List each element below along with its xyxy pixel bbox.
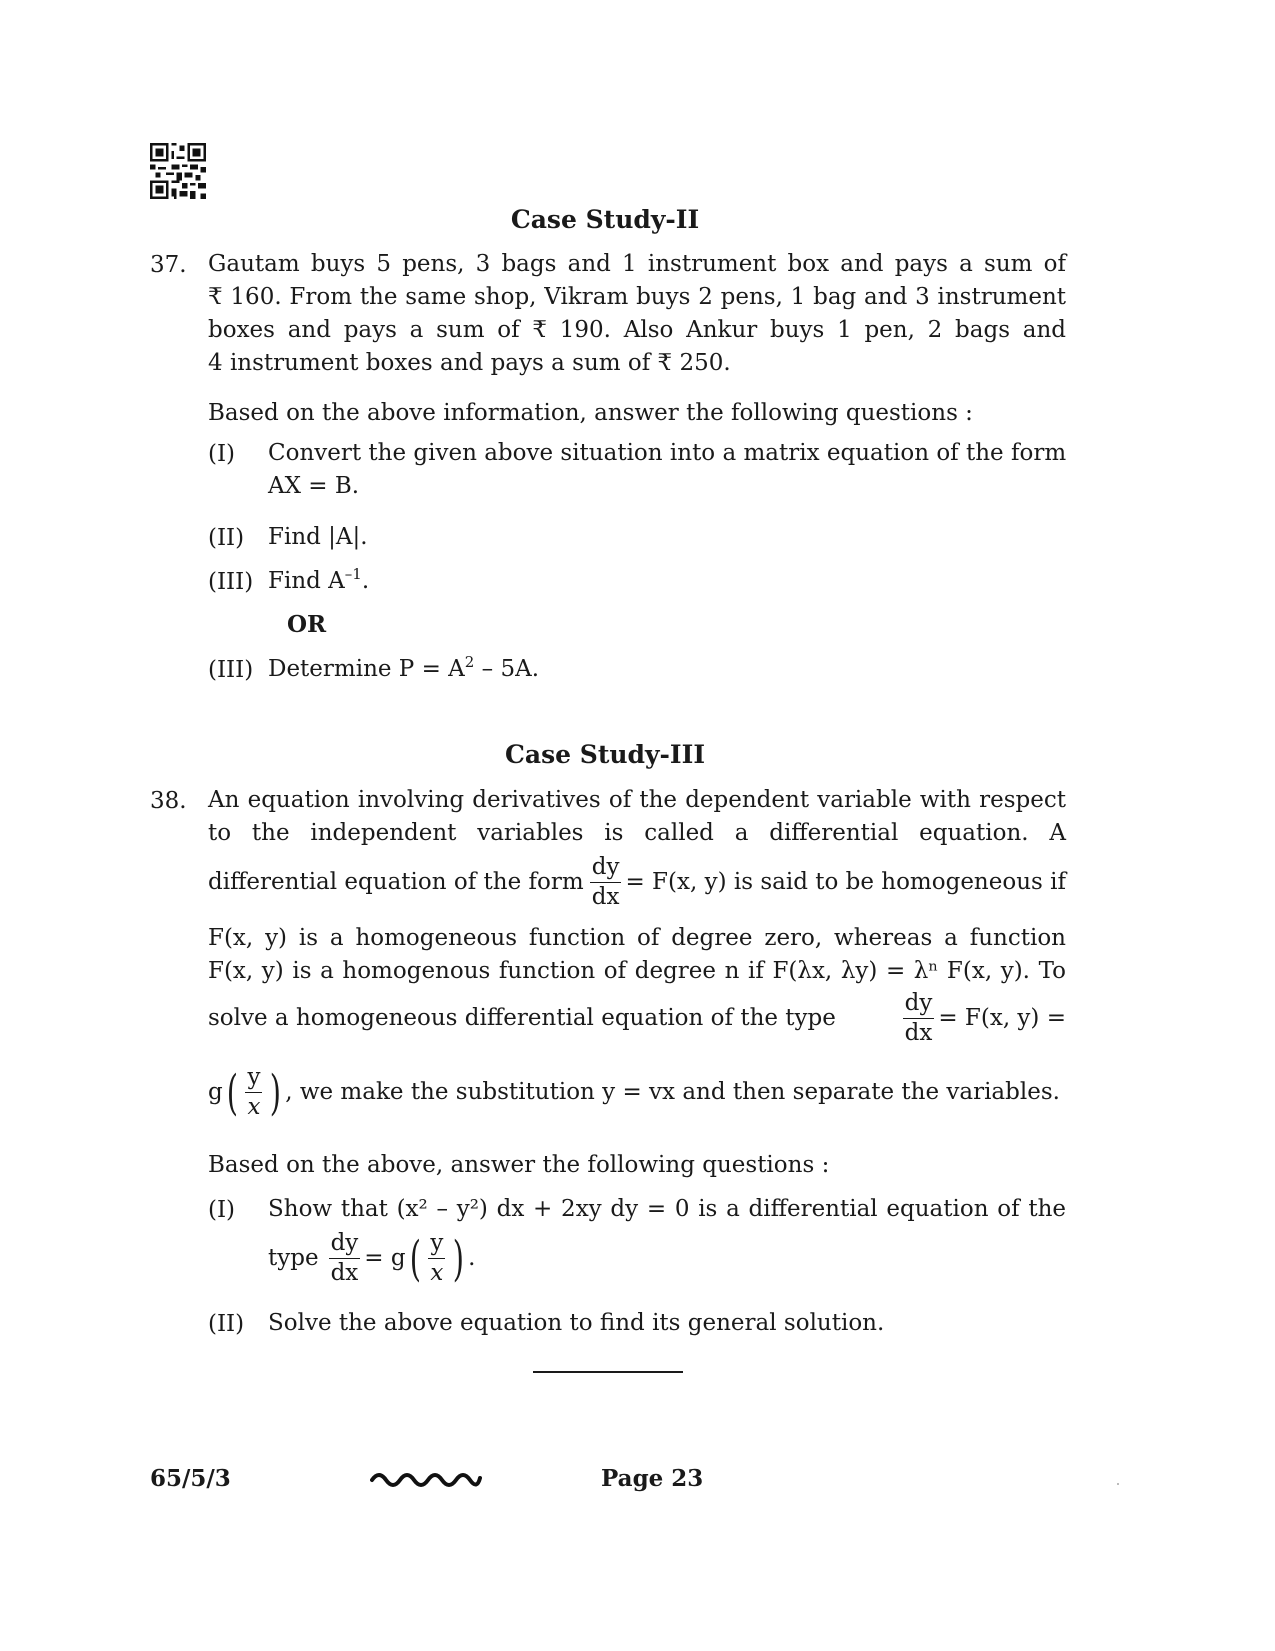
question-37-line: ₹ 160. From the same shop, Vikram buys 2 pens, 1 bag and 3 instrument [208, 284, 1066, 310]
fraction-y-x: $\frac{y}{x}$ [247, 1064, 261, 1120]
part-number: (III) [208, 657, 254, 683]
part-iii-text: Find $A^{-1}$. [268, 565, 370, 594]
question-38-number: 38. [150, 788, 187, 814]
page-number: Page 23 [601, 1465, 704, 1492]
question-37-line: boxes and pays a sum of ₹ 190. Also Ankur buys 1 pen, 2 bags and [208, 317, 1066, 343]
case-study-3-heading: Case Study-III [504, 740, 706, 769]
question-38-line-7: g ( $\frac{y}{x}$ ) , we make the substitution y = vx and then separate the variables. [208, 1064, 1060, 1121]
wave-ornament-icon [370, 1466, 482, 1490]
fraction-dy-dx: $\frac{dy}{dx}$ [591, 854, 620, 910]
question-37-text [208, 248, 1066, 380]
question-38-text: An equation involving derivatives of the dependent variable with respect to the independent variables is called a differential equation. A [208, 787, 1066, 846]
question-38-prompt: Based on the above, answer the following questions : [208, 1152, 830, 1178]
fraction-dy-dx: $\frac{dy}{dx}$ [904, 990, 933, 1046]
part-number: (III) [208, 569, 254, 595]
question-37-line: Gautam buys 5 pens, 3 bags and 1 instrument box and pays a sum of [208, 251, 1066, 277]
part-ii-text-38: Solve the above equation to find its general solution. [268, 1310, 885, 1336]
question-37-prompt: Based on the above information, answer the following questions : [208, 400, 973, 426]
question-38-line-6: solve a homogeneous differential equation of the type $\frac{dy}{dx}$ = F(x, y) = [208, 990, 1066, 1046]
question-37-number: 37. [150, 252, 187, 278]
part-ii-text: Find |A|. [268, 524, 368, 550]
or-label: OR [287, 611, 327, 638]
part-i-text-38: Show that (x² – y²) dx + 2xy dy = 0 is a differential equation of the [268, 1196, 1066, 1222]
paper-code: 65/5/3 [150, 1465, 231, 1492]
part-number: (II) [208, 525, 245, 551]
speck [1117, 1483, 1119, 1485]
part-number: (I) [208, 441, 236, 467]
question-38-line-3: differential equation of the form $\frac{dy}{dx}$ = F(x, y) is said to be homogeneous if [208, 854, 1066, 910]
case-study-2-heading: Case Study-II [510, 205, 700, 234]
question-37-line: 4 instrument boxes and pays a sum of ₹ 250. [208, 350, 731, 376]
part-i-text: Convert the given above situation into a matrix equation of the form AX = B. [268, 440, 1067, 499]
part-i-type-line: type $\frac{dy}{dx}$ = g ( $\frac{y}{x}$ ) . [268, 1230, 476, 1287]
qr-code-icon [150, 143, 206, 199]
end-rule [533, 1371, 683, 1373]
part-iii-alt-text: Determine $P = A^2 - 5A$. [268, 653, 540, 682]
part-number: (I) [208, 1197, 236, 1223]
question-38-text-2: F(x, y) is a homogeneous function of degree zero, whereas a function F(x, y) is a homogenous function of degree n if F(λx, λy) = λⁿ F(x, y). To [208, 925, 1066, 984]
part-number: (II) [208, 1311, 245, 1337]
